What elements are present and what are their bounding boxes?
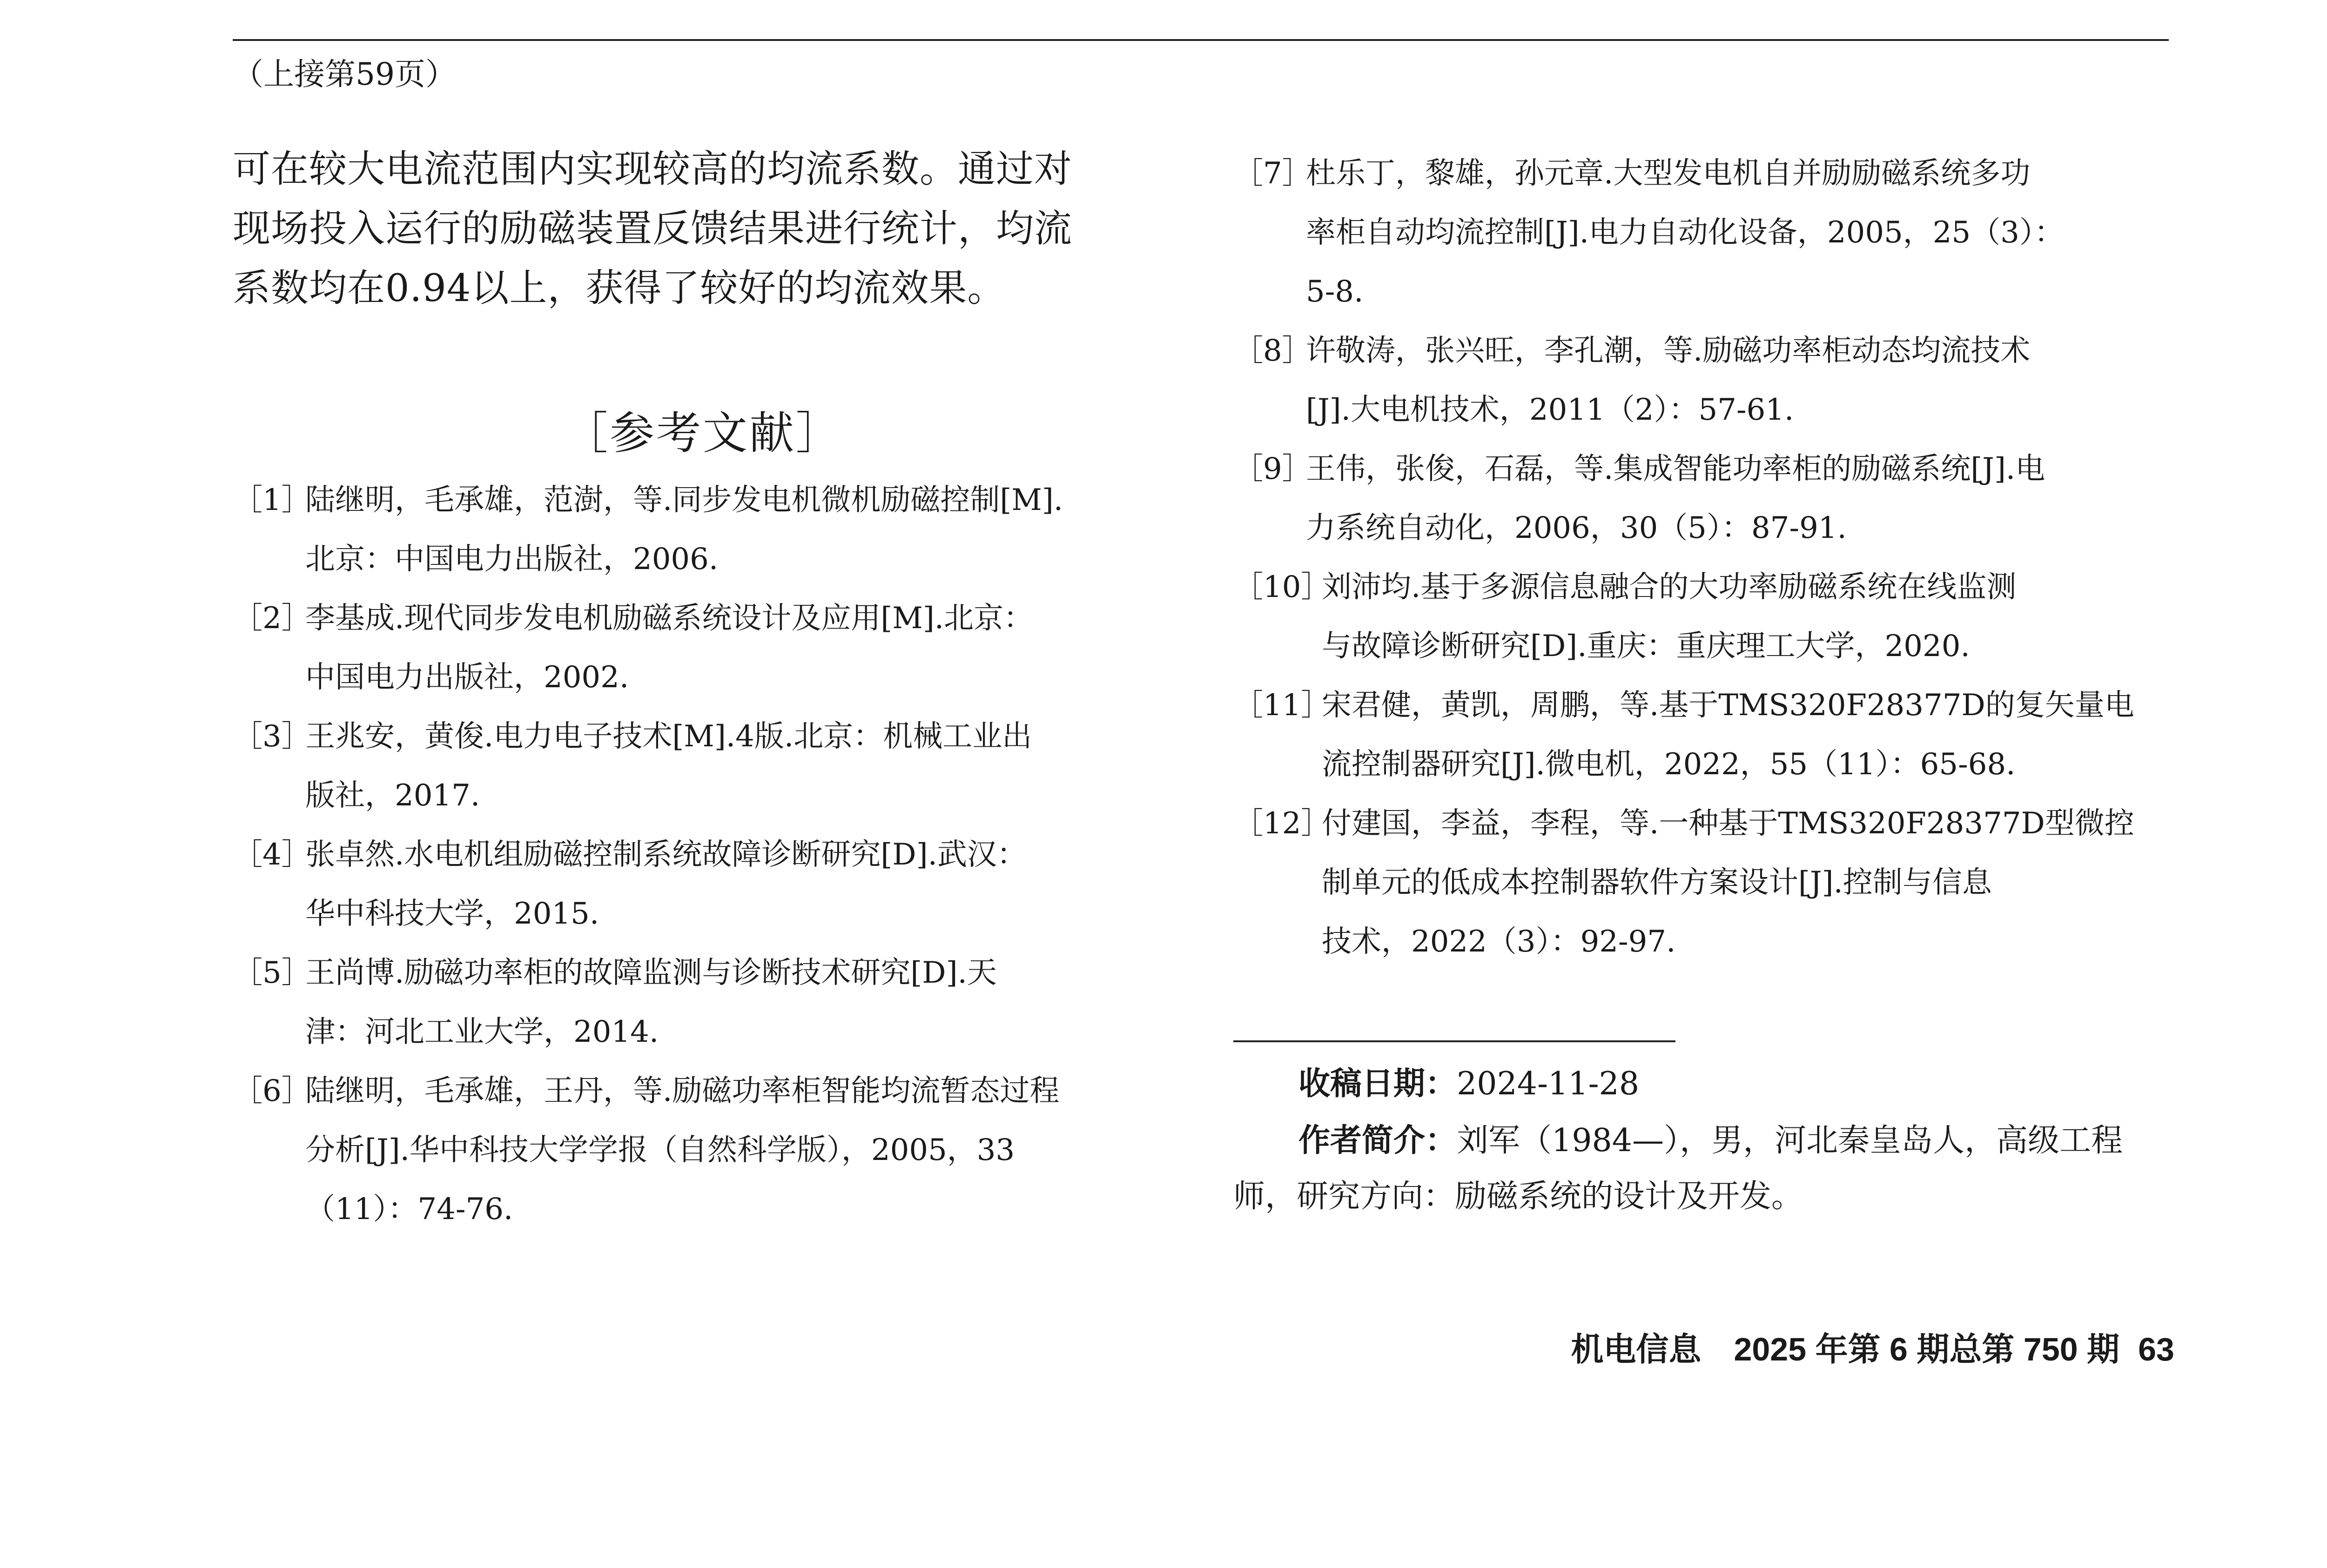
received-label: 收稿日期： [1298,1065,1457,1102]
reference-number: ［9］ [1233,452,1312,486]
reference-line: 陆继明，毛承雄，王丹，等.励磁功率柜智能均流暂态过程 [305,1074,1060,1108]
reference-line: 版社，2017. [305,778,480,813]
reference-item [233,589,1173,707]
reference-item [1233,558,2173,676]
issue-info: 2025 年第 6 期总第 750 期 [1734,1331,2120,1367]
reference-number: ［10］ [1233,570,1331,604]
reference-line: 刘沛均.基于多源信息融合的大功率励磁系统在线监测 [1322,570,2017,604]
reference-item [1233,676,2173,794]
reference-line: 华中科技大学，2015. [305,897,599,931]
reference-item [233,1062,1173,1239]
reference-item [1233,440,2173,558]
reference-line: 分析[J].华中科技大学学报（自然科学版），2005，33 [305,1133,1015,1167]
author-value-line2: 师，研究方向：励磁系统的设计及开发。 [1233,1178,1803,1215]
reference-item [233,825,1173,944]
reference-line: 许敬涛，张兴旺，李孔潮，等.励磁功率柜动态均流技术 [1306,334,2031,368]
reference-number: ［7］ [1233,156,1312,191]
reference-line: 5-8. [1306,275,1364,309]
page-number: 63 [2138,1331,2174,1367]
reference-line: 李基成.现代同步发电机励磁系统设计及应用[M].北京： [305,601,1034,636]
reference-number: ［5］ [233,956,311,990]
body-line: 系数均在0.94以上，获得了较好的均流效果。 [233,267,1006,310]
references-heading: ［参考文献］ [563,407,842,459]
journal-name: 机电信息 [1571,1331,1702,1367]
reference-number: ［3］ [233,719,311,754]
reference-line: 中国电力出版社，2002. [305,660,629,695]
footnote-rule [1233,1040,1675,1042]
received-date [1233,1056,2173,1112]
reference-line: 王伟，张俊，石磊，等.集成智能功率柜的励磁系统[J].电 [1306,452,2045,486]
reference-line: 与故障诊断研究[D].重庆：重庆理工大学，2020. [1322,629,1970,663]
author-bio [1233,1113,2173,1225]
reference-line: （11）：74-76. [305,1192,513,1226]
author-label: 作者简介： [1298,1122,1457,1159]
reference-list-left [233,471,1173,1239]
header-rule [233,39,2169,41]
reference-number: ［6］ [233,1074,311,1108]
reference-line: 王尚博.励磁功率柜的故障监测与诊断技术研究[D].天 [305,956,997,990]
reference-list-right [1233,144,2173,972]
received-value: 2024-11-28 [1457,1065,1640,1102]
reference-line: 付建国，李益，李程，等.一种基于TMS320F28377D型微控 [1322,806,2134,841]
reference-item [1233,144,2173,322]
author-value-line1: 刘军（1984—），男，河北秦皇岛人，高级工程 [1457,1122,2123,1159]
body-line: 可在较大电流范围内实现较高的均流系数。通过对 [233,147,1073,191]
reference-line: 流控制器研究[J].微电机，2022，55（11）：65-68. [1322,747,2016,782]
reference-number: ［12］ [1233,806,1331,841]
reference-number: ［8］ [1233,334,1312,368]
reference-line: 张卓然.水电机组励磁控制系统故障诊断研究[D].武汉： [305,838,1027,872]
reference-item [1233,794,2173,972]
reference-line: 陆继明，毛承雄，范澍，等.同步发电机微机励磁控制[M]. [305,483,1063,517]
reference-line: 津：河北工业大学，2014. [305,1015,659,1049]
body-paragraph [233,140,1173,318]
reference-number: ［1］ [233,483,311,517]
reference-number: ［11］ [1233,688,1331,723]
reference-line: 率柜自动均流控制[J].电力自动化设备，2005，25（3）： [1306,215,2064,250]
reference-line: 力系统自动化，2006，30（5）：87-91. [1306,511,1847,545]
reference-line: 制单元的低成本控制器软件方案设计[J].控制与信息 [1322,865,1992,900]
reference-line: 技术，2022（3）：92-97. [1322,925,1676,959]
reference-item [233,944,1173,1062]
reference-number: ［4］ [233,838,311,872]
reference-line: 宋君健，黄凯，周鹏，等.基于TMS320F28377D的复矢量电 [1322,688,2134,723]
body-line: 现场投入运行的励磁装置反馈结果进行统计，均流 [233,207,1073,251]
reference-line: 北京：中国电力出版社，2006. [305,542,719,576]
reference-item [1233,322,2173,440]
page-footer [1571,1326,2174,1373]
reference-line: 王兆安，黄俊.电力电子技术[M].4版.北京：机械工业出 [305,719,1032,754]
continued-note: （上接第59页） [233,56,456,92]
reference-line: [J].大电机技术，2011（2）：57-61. [1306,393,1794,427]
reference-item [233,471,1173,589]
reference-number: ［2］ [233,601,311,636]
reference-line: 杜乐丁，黎雄，孙元章.大型发电机自并励励磁系统多功 [1306,156,2031,191]
reference-item [233,707,1173,825]
